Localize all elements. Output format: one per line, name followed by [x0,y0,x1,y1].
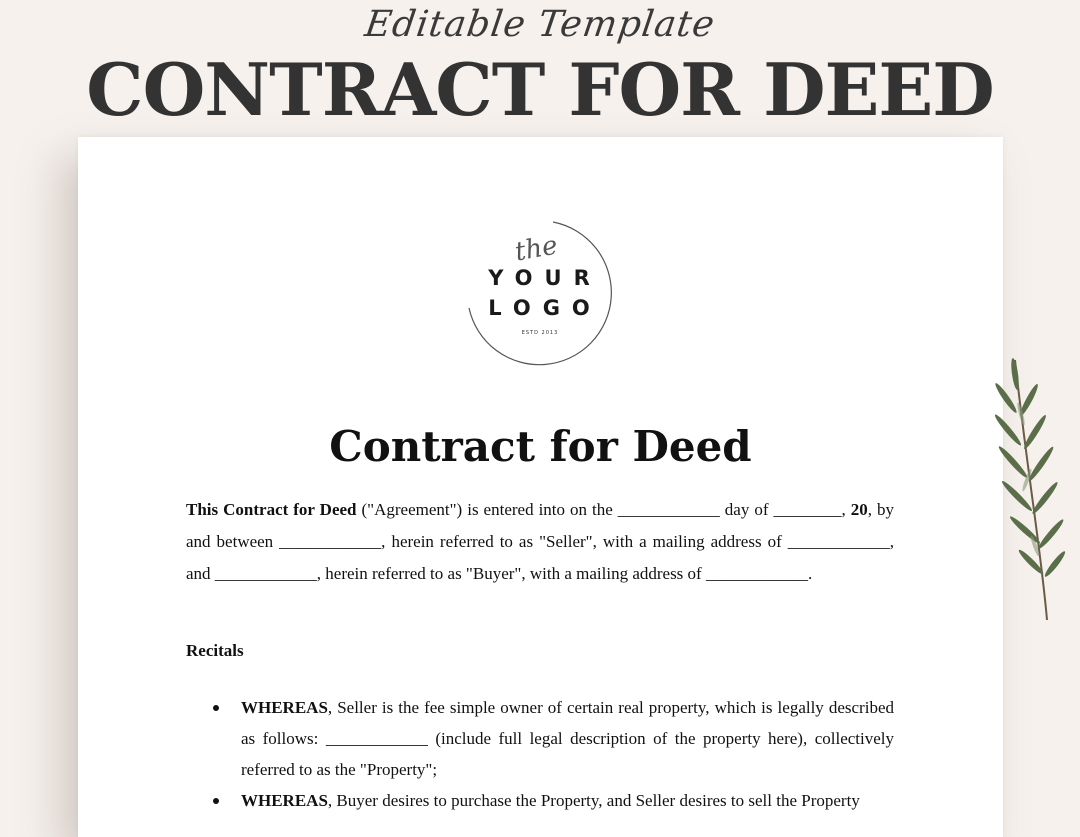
script-title: Editable Template [362,4,718,45]
rosemary-sprig-icon [975,350,1075,630]
recital-bold: WHEREAS [241,791,328,810]
intro-bold-lead: This Contract for Deed [186,500,357,519]
list-item [186,785,894,816]
main-title: CONTRACT FOR DEED [86,47,994,132]
intro-paragraph [186,494,894,590]
bullet-icon [213,798,219,804]
recitals-heading: Recitals [186,641,244,660]
logo-the: the [512,230,560,268]
logo [465,218,615,373]
recitals-list [186,692,894,816]
intro-text-1: ("Agreement") is entered into on the ____________ day of ________, [356,500,851,519]
logo-estd: ESTD 2013 [521,330,559,336]
logo-line-1: YOUR [488,266,602,290]
recital-text: , Buyer desires to purchase the Property, and Seller desires to sell the Property [327,791,860,810]
recital-text: , Seller is the fee simple owner of certain real property, which is legally described as follows: ____________ (include full legal description of the property here), collectively referred to as the "Property"; [241,698,894,779]
intro-text-2: , by and between ____________, herein referred to as "Seller", with a mailing address of ____________, and ____________, herein referred to as "Buyer", with a mailing address of ____________. [186,500,894,583]
intro-bold-year: 20 [850,500,868,519]
list-item [186,692,894,785]
logo-line-2: LOGO [488,296,602,320]
bullet-icon [213,705,219,711]
document-title: Contract for Deed [329,422,752,471]
recital-bold: WHEREAS [241,698,328,717]
